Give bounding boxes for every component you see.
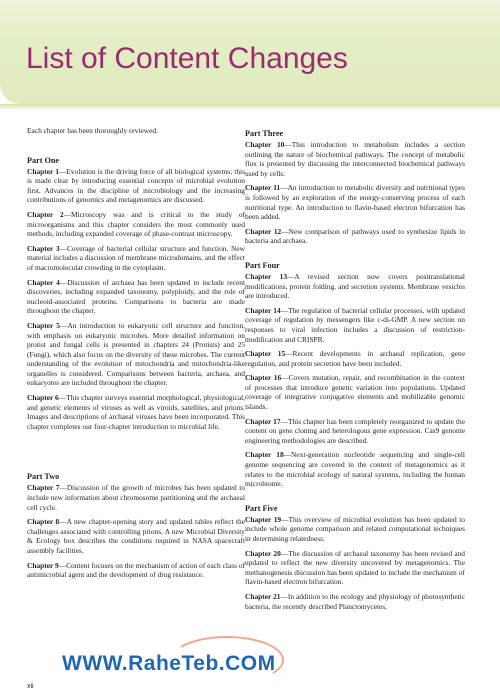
chapter-label: Chapter 3: [27, 243, 60, 253]
chapter-entry: Chapter 7—Discussion of the growth of microbes has been updated to include new information about chromosome partitioning and the archaeal cell cycle.: [27, 483, 245, 512]
chapter-label: Chapter 6: [27, 393, 59, 403]
chapter-label: Chapter 18: [245, 450, 284, 460]
chapter-entry: Chapter 15—Recent developments in archaeal replication, gene regulation, and protein secretion have been included.: [245, 349, 465, 368]
chapter-text: In addition to the ecology and physiology of photosynthetic bacteria, the recently described Planctomycetes,: [245, 591, 465, 611]
chapter-entry: Chapter 10—This introduction to metabolism includes a section outlining the nature of biochemical pathways. The concept of metabolic flux is presented by discussing the interconnected biochemical pathways used by cells.: [245, 140, 465, 178]
chapter-label: Chapter 9: [27, 560, 59, 570]
chapter-entry: Chapter 12—New comparison of pathways used to synthesize lipids in bacteria and archaea.: [245, 226, 465, 246]
part-heading-part-three: Part Three: [245, 129, 284, 138]
chapter-label: Chapter 12: [245, 226, 282, 236]
chapter-text: This chapter surveys essential morphological, physiological, and genetic elements of viruses as well as viroids, satellites, and prions. Images and descriptions of archaeal viruses have been incorporated. This chapter completes our four-chapter introduction to microbial life.: [27, 393, 245, 431]
chapter-text: This introduction to metabolism includes a section outlining the nature of biochemical pathways. The concept of metabolic flux is presented by discussing the interconnected biochemical pathways used by cells.: [245, 140, 465, 178]
chapter-text: Recent developments in archaeal replication, gene regulation, and protein secretion have been included.: [245, 349, 465, 368]
chapter-label: Chapter 7: [27, 483, 60, 493]
chapter-entry: Chapter 4—Discussion of archaea has been updated to include recent discoveries, including expanded taxonomy, polyploidy, and the role of nucleoid-associated proteins. Comparisons to bacteria are made throughout the chapter.: [27, 277, 246, 316]
chapter-label: Chapter 8: [27, 517, 60, 527]
chapter-entry: Chapter 16—Covers mutation, repair, and recombination in the context of processes that introduce genetic variation into populations. Updated coverage of integrative conjugative elements and mobilizable genomic islands.: [245, 373, 465, 412]
chapter-label: Chapter 4: [27, 277, 60, 287]
chapter-text: A revised section now covers posttranslational modifications, protein folding, and secretion systems. Membrane vesicles are introduced.: [245, 271, 465, 301]
chapter-text: Coverage of bacterial cellular structure and function. New material includes a discussion of membrane microdomains, and the effect of macromolecular crowding in the cytoplasm.: [27, 243, 245, 272]
chapter-label: Chapter 1: [27, 166, 60, 176]
chapter-label: Chapter 2: [27, 209, 64, 219]
chapter-entry: Chapter 11—An introduction to metabolic diversity and nutritional types is followed by an exploration of the energy-conserving process of each nutritional type. An introduction to flavin-based electron bifurcation has been added.: [245, 183, 465, 222]
page-title: List of Content Changes: [26, 42, 348, 75]
chapter-text: The discussion of archaeal taxonomy has been revised and updated to reflect the new diversity uncovered by metagenomics. The methanogenesis discussion has been updated to include the mechanism of flavin-based electron bifurcation.: [245, 548, 465, 587]
intro-text: Each chapter has been thoroughly reviewed.: [27, 126, 158, 135]
chapter-text: Discussion of the growth of microbes has been updated to include new information about chromosome partitioning and the archaeal cell cycle.: [27, 483, 245, 512]
chapter-text: Microscopy was and is critical to the study of microorganisms and this chapter considers the most commonly used methods, including expanded coverage of phase-contrast microscopy.: [27, 209, 245, 239]
chapter-entry: Chapter 21—In addition to the ecology and physiology of photosynthetic bacteria, the recently described Planctomycetes,: [245, 591, 465, 611]
chapter-text: The regulation of bacterial cellular processes, with updated coverage of regulation by messengers like c-di-GMP. A new section on responses to viral infection includes a discussion of restriction-modification and CRISPR.: [245, 305, 465, 344]
chapter-entry: Chapter 9—Content focuses on the mechanism of action of each class of antimicrobial agent and the development of drug resistance.: [27, 560, 245, 580]
part-heading-part-five: Part Five: [245, 503, 278, 513]
part-heading-part-one: Part One: [27, 155, 60, 165]
header-banner-edge: [0, 104, 500, 110]
chapter-text: Content focuses on the mechanism of action of each class of antimicrobial agent and the development of drug resistance.: [27, 560, 245, 580]
chapter-entry: Chapter 19—This overview of microbial evolution has been updated to include whole genome comparison and related computational techniques in determining relatedness.: [245, 514, 465, 543]
chapter-label: Chapter 10: [245, 140, 285, 149]
chapter-entry: Chapter 6—This chapter surveys essential morphological, physiological, and genetic elements of viruses as well as viroids, satellites, and prions. Images and descriptions of archaeal viruses have been incorporated. This chapter completes our four-chapter introduction to microbial life.: [27, 393, 245, 431]
chapter-entry: Chapter 20—The discussion of archaeal taxonomy has been revised and updated to reflect the new diversity uncovered by metagenomics. The methanogenesis discussion has been updated to include the mechanism of flavin-based electron bifurcation.: [245, 548, 465, 587]
chapter-label: Chapter 21: [245, 591, 281, 601]
watermark: [62, 638, 302, 678]
chapter-text: An introduction to eukaryotic cell structure and function, with emphasis on eukaryotic microbes. More detailed information on protist and fungal cells is presented in chapters 24 (Protists) and 25 (Fungi), which also focus on the diversity of these microbes. The current understanding of the evolution of mitochondria and mitochondria-like organelles is considered. Comparisons between bacteria, archaea, and eukaryotes are included throughout the chapter.: [27, 320, 245, 388]
chapter-text: Discussion of archaea has been updated to include recent discoveries, including expanded taxonomy, polyploidy, and the role of nucleoid-associated proteins. Comparisons to bacteria are made throughout the chapter.: [27, 277, 246, 316]
chapter-entry: Chapter 18—Next-generation nucleotide sequencing and single-cell genome sequencing are covered in the context of metagenomics as it relates to the microbial ecology of natural systems, including the human microbiome.: [245, 450, 465, 489]
chapter-label: Chapter 19: [245, 514, 282, 524]
chapter-text: New comparison of pathways used to synthesize lipids in bacteria and archaea.: [245, 226, 465, 246]
chapter-text: This overview of microbial evolution has been updated to include whole genome comparison and related computational techniques in determining relatedness.: [245, 514, 465, 543]
chapter-entry: Chapter 1—Evolution is the driving force of all biological systems; this is made clear by introducing essential concepts of microbial evolution first. Advances in the discipline of microbiology and the increasing contributions of genomics and metagenomics are discussed.: [27, 166, 245, 205]
chapter-label: Chapter 14: [245, 305, 281, 315]
watermark-text: WWW.RaheTeb.COM: [62, 652, 276, 675]
chapter-entry: Chapter 3—Coverage of bacterial cellular structure and function. New material includes a discussion of membrane microdomains, and the effect of macromolecular crowding in the cytoplasm.: [27, 243, 245, 272]
chapter-text: An introduction to metabolic diversity and nutritional types is followed by an exploration of the energy-conserving process of each nutritional type. An introduction to flavin-based electron bifurcation has been added.: [245, 183, 465, 222]
right-column: [245, 128, 465, 616]
chapter-text: A new chapter-opening story and updated tables reflect the challenges associated with controlling prions. A new Microbial Diversity & Ecology box describes the conditions required in NASA spacecraft assembly facilities.: [27, 517, 245, 555]
chapter-text: This chapter has been completely reorganized to update the content on gene cloning and heterologous gene expression. Cas9 genome engineering methodologies are described.: [245, 416, 465, 445]
chapter-entry: Chapter 5—An introduction to eukaryotic cell structure and function, with emphasis on eukaryotic microbes. More detailed information on protist and fungal cells is presented in chapters 24 (Protists) and 25 (Fungi), which also focus on the diversity of these microbes. The current understanding of the evolution of mitochondria and mitochondria-like organelles is considered. Comparisons between bacteria, archaea, and eukaryotes are included throughout the chapter.: [27, 320, 245, 388]
chapter-label: Chapter 5: [27, 320, 60, 330]
part-heading-part-four: Part Four: [245, 260, 280, 270]
chapter-label: Chapter 17: [245, 416, 281, 426]
chapter-label: Chapter 15: [245, 349, 286, 359]
chapter-text: Evolution is the driving force of all biological systems; this is made clear by introducing essential concepts of microbial evolution first. Advances in the discipline of microbiology and the increasing contributions of genomics and metagenomics are discussed.: [27, 166, 245, 205]
chapter-entry: Chapter 8—A new chapter-opening story and updated tables reflect the challenges associated with controlling prions. A new Microbial Diversity & Ecology box describes the conditions required in NASA spacecraft assembly facilities.: [27, 517, 245, 555]
chapter-label: Chapter 11: [245, 183, 281, 193]
left-column: [27, 126, 245, 585]
chapter-label: Chapter 13: [245, 271, 288, 281]
chapter-label: Chapter 16: [245, 373, 282, 383]
chapter-entry: Chapter 14—The regulation of bacterial cellular processes, with updated coverage of regulation by messengers like c-di-GMP. A new section on responses to viral infection includes a discussion of restriction-modification and CRISPR.: [245, 305, 465, 344]
chapter-label: Chapter 20: [245, 548, 281, 558]
chapter-text: Covers mutation, repair, and recombination in the context of processes that introduce genetic variation into populations. Updated coverage of integrative conjugative elements and mobilizable genomic islands.: [245, 373, 465, 412]
page-number: xii: [27, 683, 34, 690]
chapter-entry: Chapter 2—Microscopy was and is critical to the study of microorganisms and this chapter considers the most commonly used methods, including expanded coverage of phase-contrast microscopy.: [27, 209, 245, 239]
chapter-entry: Chapter 13—A revised section now covers posttranslational modifications, protein folding, and secretion systems. Membrane vesicles are introduced.: [245, 271, 465, 301]
chapter-text: Next-generation nucleotide sequencing and single-cell genome sequencing are covered in the context of metagenomics as it relates to the microbial ecology of natural systems, including the human microbiome.: [245, 450, 465, 489]
chapter-entry: Chapter 17—This chapter has been completely reorganized to update the content on gene cloning and heterologous gene expression. Cas9 genome engineering methodologies are described.: [245, 416, 465, 445]
part-heading-part-two: Part Two: [27, 472, 60, 482]
